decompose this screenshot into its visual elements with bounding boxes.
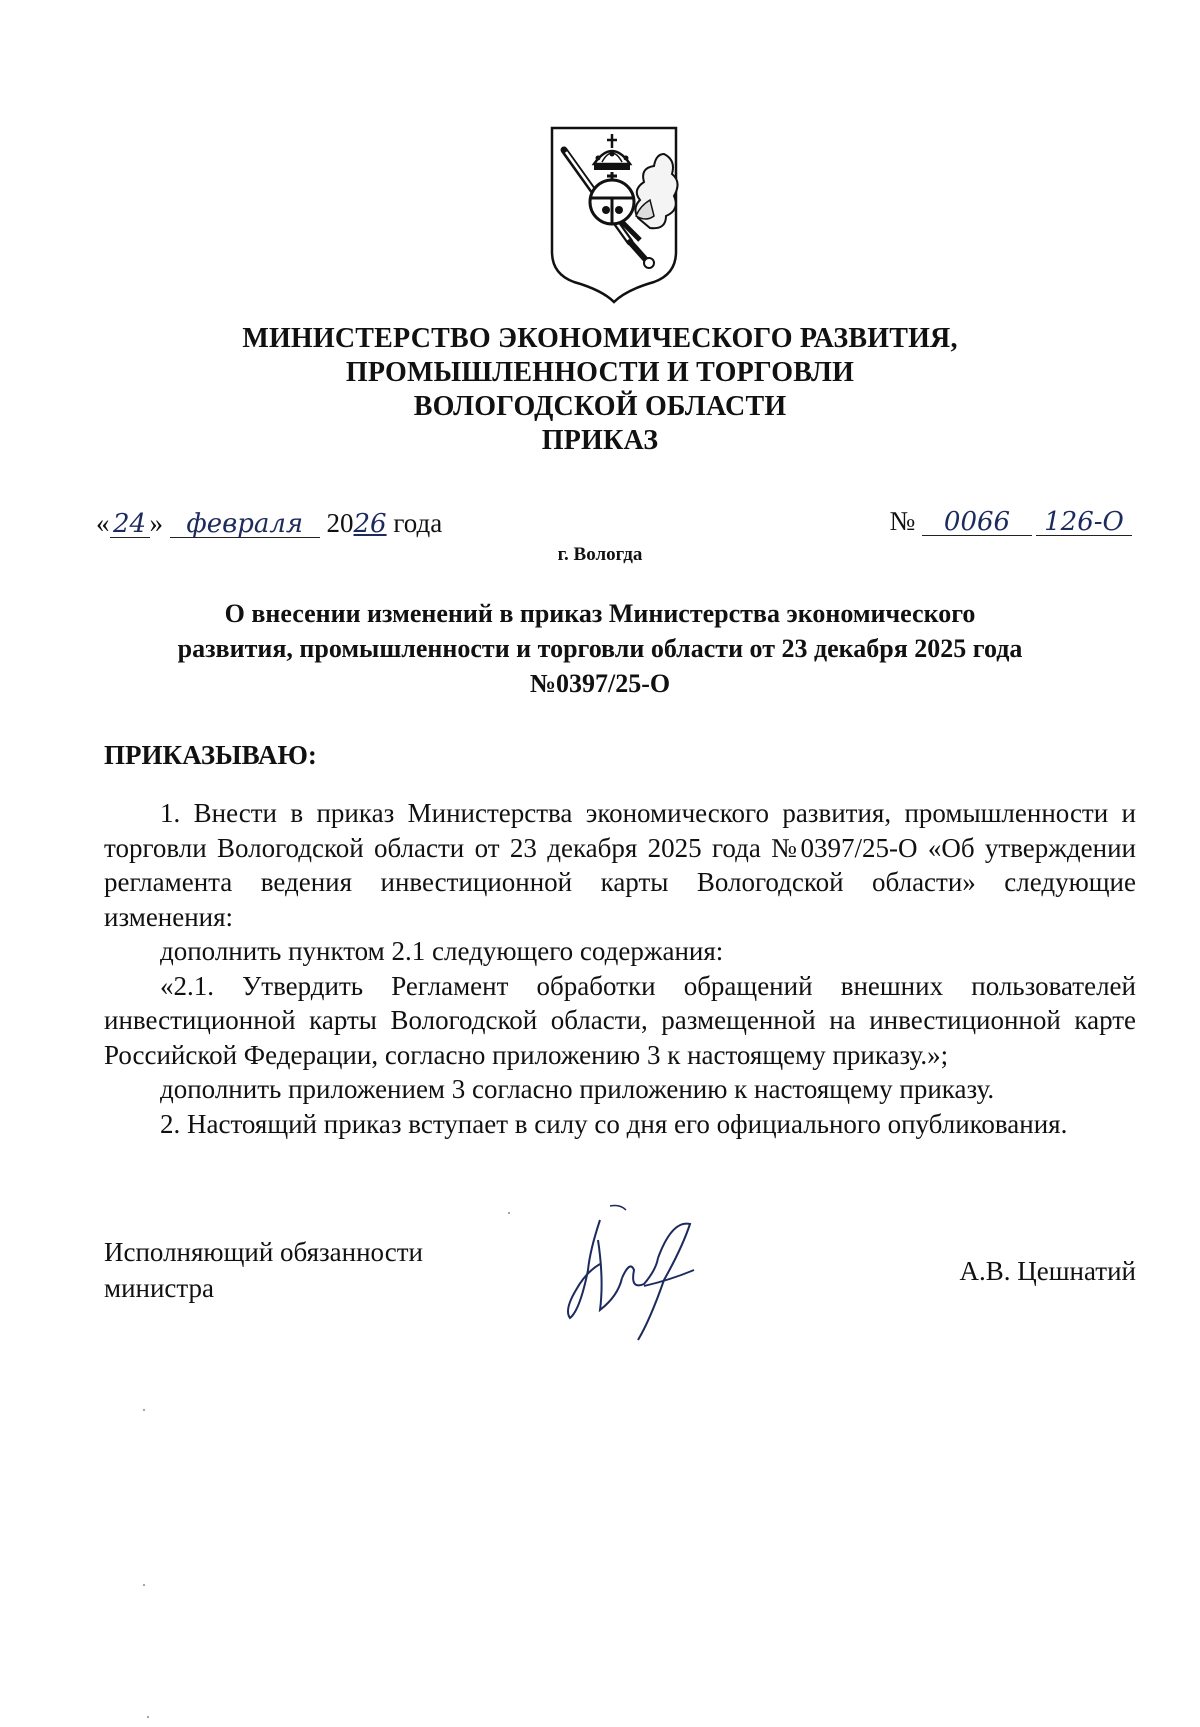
date-year-prefix: 20: [326, 508, 354, 538]
number-label: №: [889, 506, 916, 536]
title-line-2: развития, промышленности и торговли области от 23 декабря 2025 года: [177, 634, 1023, 663]
date-day: 24: [110, 511, 150, 538]
document-number: [889, 506, 1132, 537]
date-year-word: года: [393, 508, 443, 538]
position-line-1: Исполняющий обязанности: [104, 1237, 423, 1267]
document-title: [130, 596, 1070, 701]
date-year-suffix: 26: [353, 509, 387, 539]
title-line-1: О внесении изменений в приказ Министерства экономического: [224, 599, 976, 628]
vologda-coat-of-arms-icon: [546, 124, 682, 304]
document-header: [0, 322, 1200, 458]
signatory-position: [104, 1234, 423, 1306]
paragraph: 2. Настоящий приказ вступает в силу со дня его официального опубликования.: [160, 1108, 1068, 1139]
signatory-name: А.В. Цешнатий: [959, 1256, 1136, 1286]
title-line-3: №0397/25-О: [529, 669, 671, 698]
handwritten-signature-icon: [560, 1200, 730, 1350]
paragraph: дополнить приложением 3 согласно приложению к настоящему приказу.: [160, 1074, 995, 1104]
paragraph: 1. Внести в приказ Министерства экономического развития, промышленности и торговли Вологодской области от 23 декабря 2025 года №0397/25-О «Об утверждении регламента ведения инвестиционной карты Вологодской области» следующие изменения:: [104, 798, 1136, 932]
document-type: ПРИКАЗ: [541, 425, 659, 456]
document-city: г. Вологда: [557, 544, 643, 565]
date-close-quote: »: [149, 508, 163, 538]
date-open-quote: «: [96, 508, 110, 538]
document-date: [96, 508, 442, 539]
document-body: [104, 796, 1136, 1141]
paragraph: «2.1. Утвердить Регламент обработки обращений внешних пользователей инвестиционной карты Вологодской области, размещенной на инвестиционной карте Российской Федерации, согласно приложению 3 к настоящему приказу.»;: [104, 970, 1136, 1070]
header-line-1: МИНИСТЕРСТВО ЭКОНОМИЧЕСКОГО РАЗВИТИЯ,: [242, 323, 958, 354]
position-line-2: министра: [104, 1273, 215, 1303]
order-word: ПРИКАЗЫВАЮ:: [104, 740, 317, 770]
number-part-1: 0066: [922, 509, 1032, 536]
header-line-3: ВОЛОГОДСКОЙ ОБЛАСТИ: [413, 391, 787, 422]
paragraph: дополнить пунктом 2.1 следующего содержания:: [160, 936, 724, 966]
number-part-2: 126-О: [1036, 509, 1132, 536]
header-line-2: ПРОМЫШЛЕННОСТИ И ТОРГОВЛИ: [345, 357, 855, 388]
date-month: февраля: [170, 511, 320, 538]
